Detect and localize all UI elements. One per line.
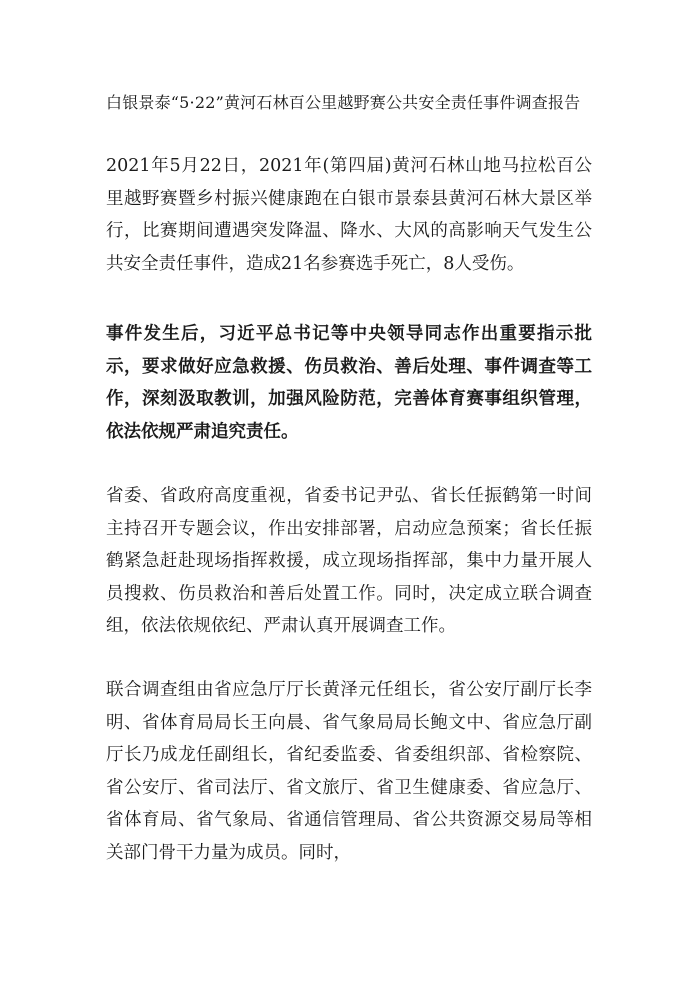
paragraph-provincial-response: 省委、省政府高度重视，省委书记尹弘、省长任振鹤第一时间主持召开专题会议，作出安排部署，启动应急预案；省长任振鹤紧急赶赴现场指挥救援，成立现场指挥部，集中力量开展人员搜救、伤员救治和善后处置工作。同时，决定成立联合调查组，依法依规依纪、严肃认真开展调查工作。	[106, 486, 592, 636]
paragraph-central-instructions: 事件发生后，习近平总书记等中央领导同志作出重要指示批示，要求做好应急救援、伤员救治、善后处理、事件调查等工作，深刻汲取教训，加强风险防范，完善体育赛事组织管理，依法依规严肃追究责任。	[106, 324, 592, 442]
paragraph-investigation-team: 联合调查组由省应急厅厅长黄泽元任组长，省公安厅副厅长李明、省体育局局长王向晨、省气象局局长鲍文中、省应急厅副厅长乃成龙任副组长，省纪委监委、省委组织部、省检察院、省公安厅、省司法厅、省文旅厅、省卫生健康委、省应急厅、省体育局、省气象局、省通信管理局、省公共资源交易局等相关部门骨干力量为成员。同时，	[106, 680, 592, 863]
paragraph-event-summary: 2021年5月22日，2021年(第四届)黄河石林山地马拉松百公里越野赛暨乡村振兴健康跑在白银市景泰县黄河石林大景区举行，比赛期间遭遇突发降温、降水、大风的高影响天气发生公共安全责任事件，造成21名参赛选手死亡，8人受伤。	[106, 156, 592, 274]
document-title: 白银景泰“5·22”黄河石林百公里越野赛公共安全责任事件调查报告	[106, 93, 581, 112]
